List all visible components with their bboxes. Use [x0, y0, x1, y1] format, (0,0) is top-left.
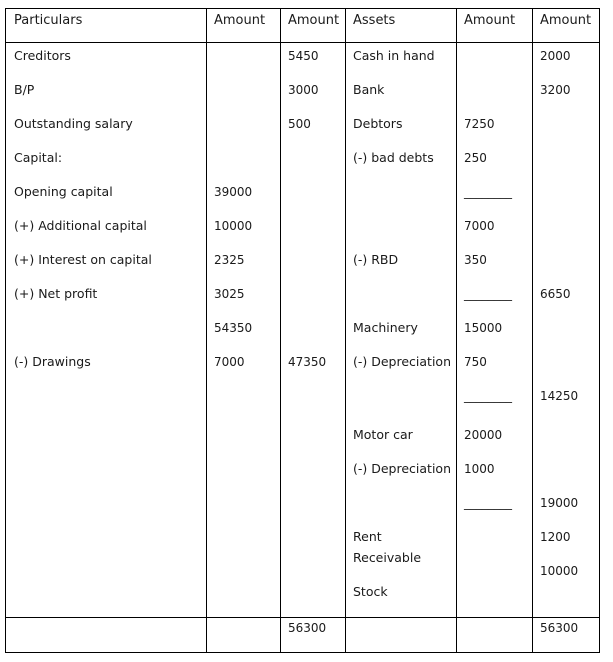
machinery-label: Machinery [353, 320, 418, 335]
creditors-amount: 5450 [288, 49, 319, 63]
machinery-depreciation-amount: 750 [464, 355, 487, 369]
header-particulars: Particulars [14, 13, 83, 28]
motor-car-depreciation-amount: 1000 [464, 462, 495, 476]
assets-total: 56300 [540, 621, 579, 635]
header-amount-4: Amount [540, 13, 592, 28]
debtors-final-amount: 6650 [540, 287, 571, 301]
bank-amount: 3200 [540, 83, 571, 97]
creditors-label: Creditors [14, 48, 71, 63]
table-border-top [5, 8, 600, 9]
rent-label: Rent [353, 529, 382, 544]
motor-car-label: Motor car [353, 427, 413, 442]
stock-amount: 10000 [540, 564, 579, 578]
column-divider [206, 8, 207, 653]
subtotal-line: ________ [464, 287, 512, 301]
net-profit-label: (+) Net profit [14, 286, 98, 301]
machinery-amount: 15000 [464, 321, 503, 335]
interest-on-capital-label: (+) Interest on capital [14, 252, 152, 267]
bp-amount: 3000 [288, 83, 319, 97]
bad-debts-label: (-) bad debts [353, 150, 434, 165]
receivable-label: Receivable [353, 550, 422, 565]
rent-receivable-amount: 1200 [540, 530, 571, 544]
debtors-amount: 7250 [464, 117, 495, 131]
machinery-net-amount: 14250 [540, 389, 579, 403]
column-divider [532, 8, 533, 653]
capital-label: Capital: [14, 150, 63, 165]
bp-label: B/P [14, 82, 35, 97]
outstanding-salary-amount: 500 [288, 117, 311, 131]
header-divider [5, 42, 600, 43]
table-border-left [5, 8, 6, 653]
stock-label: Stock [353, 584, 388, 599]
debtors-label: Debtors [353, 116, 403, 131]
interest-on-capital-amount: 2325 [214, 253, 245, 267]
opening-capital-amount: 39000 [214, 185, 253, 199]
capital-subtotal: 54350 [214, 321, 253, 335]
subtotal-line: ________ [464, 185, 512, 199]
table-border-bottom [5, 652, 600, 653]
opening-capital-label: Opening capital [14, 184, 113, 199]
total-divider [5, 617, 600, 618]
header-amount-3: Amount [464, 13, 516, 28]
additional-capital-amount: 10000 [214, 219, 253, 233]
header-amount-2: Amount [288, 13, 340, 28]
motor-car-net-amount: 19000 [540, 496, 579, 510]
bad-debts-amount: 250 [464, 151, 487, 165]
header-assets: Assets [353, 13, 396, 28]
debtors-net-amount: 7000 [464, 219, 495, 233]
rbd-label: (-) RBD [353, 252, 399, 267]
cash-in-hand-label: Cash in hand [353, 48, 435, 63]
subtotal-line: ________ [464, 389, 512, 403]
column-divider [280, 8, 281, 653]
rbd-amount: 350 [464, 253, 487, 267]
drawings-label: (-) Drawings [14, 354, 91, 369]
liabilities-total: 56300 [288, 621, 327, 635]
subtotal-line: ________ [464, 496, 512, 510]
outstanding-salary-label: Outstanding salary [14, 116, 133, 131]
column-divider [345, 8, 346, 653]
machinery-depreciation-label: (-) Depreciation [353, 354, 451, 369]
header-amount-1: Amount [214, 13, 266, 28]
additional-capital-label: (+) Additional capital [14, 218, 147, 233]
motor-car-depreciation-label: (-) Depreciation [353, 461, 451, 476]
column-divider [456, 8, 457, 653]
closing-capital-amount: 47350 [288, 355, 327, 369]
motor-car-amount: 20000 [464, 428, 503, 442]
net-profit-amount: 3025 [214, 287, 245, 301]
drawings-amount: 7000 [214, 355, 245, 369]
cash-in-hand-amount: 2000 [540, 49, 571, 63]
bank-label: Bank [353, 82, 385, 97]
table-border-right [599, 8, 600, 653]
